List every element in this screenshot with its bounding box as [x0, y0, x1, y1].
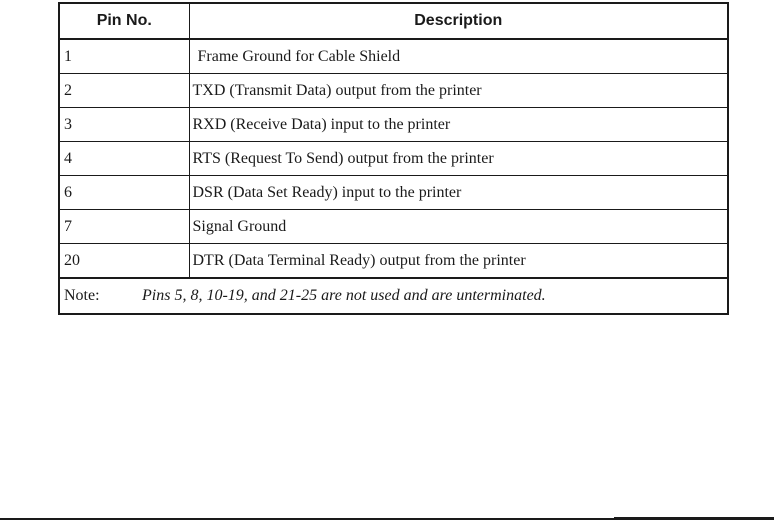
description-cell: DSR (Data Set Ready) input to the printer: [189, 176, 728, 210]
page-bottom-rule-accent: [614, 517, 774, 520]
table-row: [59, 108, 728, 142]
pin-number-cell: 3: [59, 108, 189, 142]
description-cell: TXD (Transmit Data) output from the printer: [189, 74, 728, 108]
table-footer: [59, 278, 728, 314]
pin-number-cell: 20: [59, 244, 189, 279]
note-text: Pins 5, 8, 10-19, and 21-25 are not used and are unterminated.: [142, 287, 546, 304]
note-label: Note:: [64, 287, 100, 304]
pin-number-cell: 2: [59, 74, 189, 108]
description-cell: RTS (Request To Send) output from the printer: [189, 142, 728, 176]
note-cell: [59, 278, 728, 314]
note-row: [59, 278, 728, 314]
pin-number-cell: 1: [59, 39, 189, 74]
table-row: [59, 74, 728, 108]
description-cell: DTR (Data Terminal Ready) output from the printer: [189, 244, 728, 279]
description-cell: RXD (Receive Data) input to the printer: [189, 108, 728, 142]
header-row: [59, 3, 728, 39]
pin-number-cell: 6: [59, 176, 189, 210]
pin-assignment-table: [58, 2, 729, 315]
description-header: Description: [189, 3, 728, 39]
description-cell: Signal Ground: [189, 210, 728, 244]
table-header: [59, 3, 728, 39]
description-cell: Frame Ground for Cable Shield: [189, 39, 728, 74]
table-row: [59, 210, 728, 244]
pin-no-header: Pin No.: [59, 3, 189, 39]
table-body: [59, 39, 728, 278]
pin-number-cell: 4: [59, 142, 189, 176]
table-row: [59, 176, 728, 210]
table-row: [59, 142, 728, 176]
table-row: [59, 39, 728, 74]
pin-number-cell: 7: [59, 210, 189, 244]
table-row: [59, 244, 728, 279]
